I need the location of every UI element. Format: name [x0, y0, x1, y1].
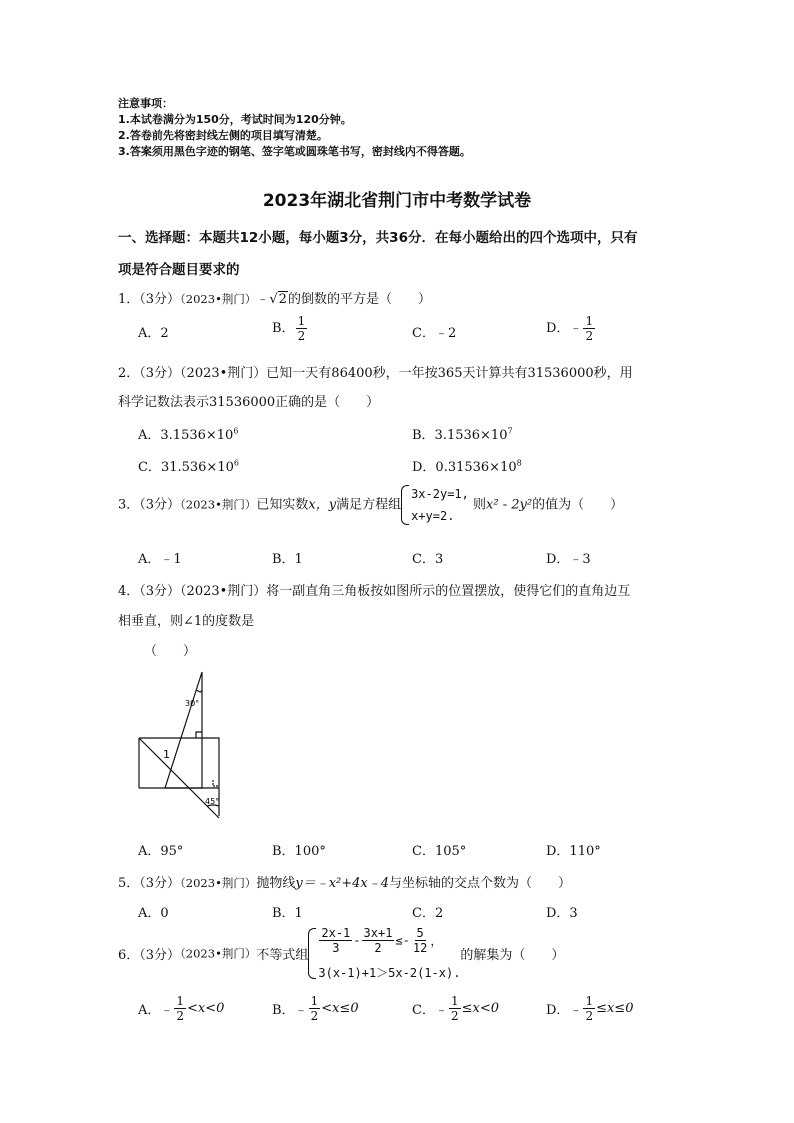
question-3 — [118, 483, 623, 527]
q3-mid: 满足方程组 — [336, 497, 402, 513]
frac-num: 2x-1 — [321, 926, 351, 940]
q3-post2: 的值为（ ） — [532, 497, 624, 513]
section-heading-line2: 项是符合题目要求的 — [118, 262, 240, 278]
frac-num: 1 — [176, 994, 185, 1008]
q2-c-text: C．31.536×10 — [138, 460, 234, 475]
exam-title: 2023年湖北省荆门市中考数学试卷 — [262, 191, 532, 211]
q2-a-exp: 6 — [233, 426, 239, 436]
q5-pre: 抛物线 — [256, 876, 296, 891]
q2-option-c — [138, 456, 239, 475]
right-angle-mark — [196, 732, 202, 738]
question-4-line1: 4．（3分）（2023•荆门）将一副直角三角板按如图所示的位置摆放，使得它们的直角边互 — [118, 584, 631, 599]
q5-option-d: D．3 — [546, 906, 578, 921]
notice-item-3: 3.答案须用黑色字迹的钢笔、签字笔或圆珠笔书写，密封线内不得答题。 — [118, 145, 471, 158]
q5-expr: y＝﹣x²+4x﹣4 — [295, 876, 390, 891]
q5-post: 与坐标轴的交点个数为（ ） — [389, 876, 572, 891]
q6-neg: - — [402, 933, 410, 948]
q6-b-pre: B．﹣ — [272, 1003, 308, 1018]
q1-number: 1．（3分） — [118, 292, 181, 307]
q5-number: 5．（3分） — [118, 876, 181, 891]
q1-option-d — [546, 314, 596, 343]
q3-eq1: 3x-2y=1, — [411, 487, 469, 501]
q6-post: 的解集为（ ） — [460, 948, 565, 963]
q3-number: 3．（3分） — [118, 497, 181, 513]
q2-option-b — [412, 424, 513, 443]
q6-inequality-system — [308, 926, 460, 981]
q1-radicand: 2 — [278, 292, 287, 307]
q4-paren: （ ） — [144, 644, 197, 659]
q4-figure-triangles — [135, 668, 230, 828]
q3-expr: x² - 2y² — [486, 497, 533, 513]
q2-c-exp: 6 — [233, 458, 239, 468]
q1-option-c: C．﹣2 — [412, 326, 457, 341]
q6-number: 6．（3分） — [118, 948, 181, 963]
q5-option-b: B．1 — [272, 906, 303, 921]
frac-num: 3x+1 — [363, 926, 393, 940]
q1-option-b — [272, 314, 308, 343]
q3-post1: 则 — [473, 497, 487, 513]
q6-le: ≤ — [395, 933, 403, 948]
q2-d-exp: 8 — [516, 458, 522, 468]
q6-frac1 — [319, 926, 352, 955]
q2-option-a — [138, 424, 238, 443]
question-2-line2: 科学记数法表示31536000正确的是（ ） — [118, 395, 380, 410]
q4-option-b: B．100° — [272, 844, 326, 859]
q2-d-text: D．0.31536×10 — [412, 460, 517, 475]
label-30: 30° — [185, 699, 200, 708]
question-1 — [118, 288, 431, 307]
q6-option-d — [546, 994, 633, 1023]
q3-eq2: x+y=2. — [411, 509, 455, 523]
q1-sqrt: √2 — [269, 292, 287, 307]
q2-a-text: A．3.1536×10 — [138, 428, 234, 443]
q1-option-a: A．2 — [138, 326, 169, 341]
question-6 — [118, 926, 564, 981]
brace-icon — [308, 928, 316, 979]
question-5 — [118, 872, 571, 891]
q4-option-a: A．95° — [138, 844, 184, 859]
q3-option-a: A．﹣1 — [138, 552, 182, 567]
q6-minus: - — [353, 933, 361, 948]
q6-a-post: <x<0 — [187, 1001, 225, 1016]
q6-frac3 — [411, 926, 429, 955]
frac-num: 1 — [585, 314, 594, 328]
question-4-line2: 相垂直，则∠1的度数是 — [118, 614, 255, 629]
q6-option-a — [138, 994, 224, 1023]
q6-c-post: ≤x<0 — [461, 1001, 499, 1016]
frac-den: 2 — [450, 1009, 459, 1023]
label-45: 45° — [205, 797, 220, 806]
q1-pre: ﹣ — [256, 292, 270, 307]
q6-option-c — [412, 994, 499, 1023]
q6-comma: ， — [430, 934, 443, 948]
q3-source: （2023•荆门） — [180, 497, 257, 512]
q6-d-pre: D．﹣ — [546, 1003, 583, 1018]
q1-b-fraction — [296, 314, 308, 343]
q1-text: 的倒数的平方是（ ） — [287, 292, 431, 307]
q6-ineq2: 3(x-1)+1＞5x-2(1-x). — [318, 966, 461, 980]
frac-num: 5 — [416, 926, 424, 940]
q6-frac2 — [362, 926, 395, 955]
q6-b-post: <x≤0 — [321, 1001, 359, 1016]
brace-icon — [401, 485, 409, 525]
frac-den: 2 — [310, 1009, 319, 1023]
angle-arc-30 — [197, 690, 202, 692]
frac-den: 2 — [176, 1009, 185, 1023]
frac-num: 1 — [297, 314, 306, 328]
q6-source: （2023•荆门） — [180, 946, 257, 961]
q6-c-pre: C．﹣ — [412, 1003, 448, 1018]
section-heading-line1: 一、选择题：本题共12小题，每小题3分，共36分．在每小题给出的四个选项中，只有 — [118, 230, 638, 246]
frac-den: 2 — [374, 941, 382, 955]
notice-heading: 注意事项： — [118, 97, 173, 110]
q6-pre: 不等式组 — [256, 948, 309, 963]
q5-option-c: C．2 — [412, 906, 444, 921]
q6-b-fraction — [309, 994, 321, 1023]
q6-ineq1 — [318, 926, 460, 958]
q3-option-c: C．3 — [412, 552, 444, 567]
notice-item-1: 1.本试卷满分为150分，考试时间为120分钟。 — [118, 113, 352, 126]
triangle-30-60-90 — [165, 672, 202, 788]
q2-b-text: B．3.1536×10 — [412, 428, 508, 443]
q1-d-fraction — [583, 314, 595, 343]
frac-den: 2 — [585, 1009, 594, 1023]
q6-d-post: ≤x≤0 — [596, 1001, 634, 1016]
q1-b-label: B． — [272, 321, 295, 336]
q6-a-fraction — [174, 994, 186, 1023]
frac-num: 1 — [450, 994, 459, 1008]
frac-den: 3 — [332, 941, 340, 955]
frac-den: 2 — [585, 329, 594, 343]
frac-den: 2 — [297, 329, 306, 343]
q1-d-label: D．﹣ — [546, 321, 583, 336]
q6-a-pre: A．﹣ — [138, 1003, 174, 1018]
q3-vars: x，y — [308, 497, 337, 513]
q5-option-a: A．0 — [138, 906, 169, 921]
q3-option-b: B．1 — [272, 552, 303, 567]
label-angle-1: 1 — [163, 748, 170, 761]
q3-option-d: D．﹣3 — [546, 552, 591, 567]
q4-option-c: C．105° — [412, 844, 467, 859]
frac-num: 1 — [310, 994, 319, 1008]
q6-d-fraction — [583, 994, 595, 1023]
q6-option-b — [272, 994, 359, 1023]
q4-option-d: D．110° — [546, 844, 601, 859]
q2-option-d — [412, 456, 522, 475]
q2-b-exp: 7 — [507, 426, 513, 436]
notice-item-2: 2.答卷前先将密封线左侧的项目填写清楚。 — [118, 129, 328, 142]
q3-equation-system — [401, 483, 469, 527]
q1-source: （2023•荆门） — [180, 292, 257, 306]
q3-pre: 已知实数 — [256, 497, 309, 513]
q6-c-fraction — [449, 994, 461, 1023]
frac-num: 1 — [585, 994, 594, 1008]
right-angle-mark-2 — [213, 780, 219, 786]
q5-source: （2023•荆门） — [180, 876, 257, 890]
question-2-line1: 2．（3分）（2023•荆门）已知一天有86400秒，一年按365天计算共有31536000秒，用 — [118, 366, 633, 381]
frac-den: 12 — [412, 941, 428, 955]
